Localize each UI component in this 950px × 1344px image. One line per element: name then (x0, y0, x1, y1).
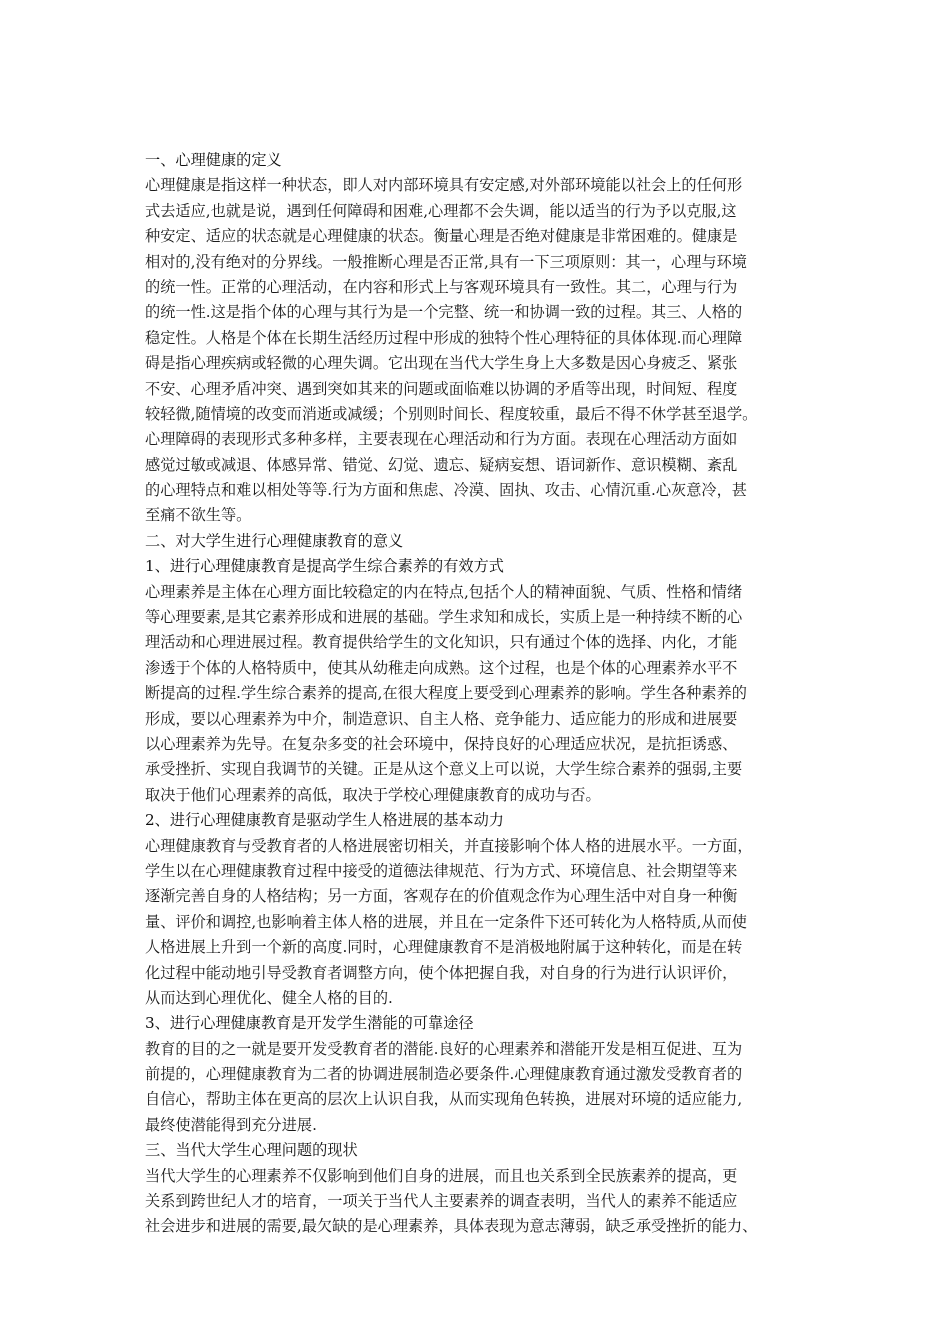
paragraph-line: 从而达到心理优化、健全人格的目的. (145, 988, 393, 1007)
paragraph-line: 人格进展上升到一个新的高度.同时，心理健康教育不是消极地附属于这种转化，而是在转 (145, 938, 743, 957)
paragraph-line: 最终使潜能得到充分进展. (145, 1115, 317, 1134)
paragraph-line: 心理健康是指这样一种状态，即人对内部环境具有安定感,对外部环境能以社会上的任何形 (145, 176, 743, 195)
paragraph-line: 化过程中能动地引导受教育者调整方向，使个体把握自我，对自身的行为进行认识评价， (145, 963, 738, 982)
paragraph-line: 自信心，帮助主体在更高的层次上认识自我，从而实现角色转换，进展对环境的适应能力, (145, 1090, 743, 1109)
paragraph-line: 感觉过敏或减退、体感异常、错觉、幻觉、遗忘、疑病妄想、语词新作、意识模糊、紊乱 (145, 455, 738, 474)
paragraph-line: 心理障碍的表现形式多种多样，主要表现在心理活动和行为方面。表现在心理活动方面如 (145, 430, 738, 449)
paragraph-line: 前提的，心理健康教育为二者的协调进展制造必要条件.心理健康教育通过激发受教育者的 (145, 1065, 743, 1084)
heading-definition: 一、心理健康的定义 (145, 151, 282, 169)
paragraph-line: 相对的,没有绝对的分界线。一般推断心理是否正常,具有一下三项原则：其一，心理与环境 (145, 252, 747, 271)
document-page (145, 148, 815, 1240)
paragraph-line: 断提高的过程.学生综合素养的提高,在很大程度上要受到心理素养的影响。学生各种素养的 (145, 684, 747, 703)
paragraph-line: 学生以在心理健康教育过程中接受的道德法律规范、行为方式、环境信息、社会期望等来 (145, 861, 738, 880)
subheading-2: 2、进行心理健康教育是驱动学生人格进展的基本动力 (145, 811, 504, 830)
paragraph-line: 理活动和心理进展过程。教育提供给学生的文化知识，只有通过个体的选择、内化，才能 (145, 633, 738, 652)
paragraph-line: 的统一性.这是指个体的心理与其行为是一个完整、统一和协调一致的过程。其三、人格的 (145, 303, 743, 322)
paragraph-line: 教育的目的之一就是要开发受教育者的潜能.良好的心理素养和潜能开发是相互促进、互为 (145, 1039, 743, 1058)
subheading-3: 3、进行心理健康教育是开发学生潜能的可靠途径 (145, 1014, 474, 1033)
paragraph-line: 至痛不欲生等。 (145, 506, 252, 525)
paragraph-line: 不安、心理矛盾冲突、遇到突如其来的问题或面临难以协调的矛盾等出现，时间短、程度 (145, 379, 738, 398)
paragraph-line: 形成，要以心理素养为中介，制造意识、自主人格、竞争能力、适应能力的形成和进展要 (145, 709, 738, 728)
paragraph-line: 心理素养是主体在心理方面比较稳定的内在特点,包括个人的精神面貌、气质、性格和情绪 (145, 582, 743, 601)
paragraph-line: 式去适应,也就是说，遇到任何障碍和困难,心理都不会失调，能以适当的行为予以克服,这 (145, 201, 737, 220)
paragraph-line: 渗透于个体的人格特质中，使其从幼稚走向成熟。这个过程，也是个体的心理素养水平不 (145, 658, 738, 677)
paragraph-line: 较轻微,随情境的改变而消逝或减缓；个别则时间长、程度较重，最后不得不休学甚至退学。 (145, 404, 758, 423)
paragraph-line: 碍是指心理疾病或轻微的心理失调。它出现在当代大学生身上大多数是因心身疲乏、紧张 (145, 354, 738, 373)
paragraph-line: 社会进步和进展的需要,最欠缺的是心理素养，具体表现为意志薄弱，缺乏承受挫折的能力、 (145, 1217, 758, 1236)
paragraph-line: 逐渐完善自身的人格结构；另一方面，客观存在的价值观念作为心理生活中对自身一种衡 (145, 887, 738, 906)
paragraph-line: 关系到跨世纪人才的培育，一项关于当代人主要素养的调查表明，当代人的素养不能适应 (145, 1192, 738, 1211)
paragraph-line: 种安定、适应的状态就是心理健康的状态。衡量心理是否绝对健康是非常困难的。健康是 (145, 227, 738, 246)
paragraph-line: 稳定性。人格是个体在长期生活经历过程中形成的独特个性心理特征的具体体现.而心理障 (145, 328, 743, 347)
paragraph-line: 等心理要素,是其它素养形成和进展的基础。学生求知和成长，实质上是一种持续不断的心 (145, 608, 743, 627)
paragraph-line: 心理健康教育与受教育者的人格进展密切相关，并直接影响个体人格的进展水平。一方面， (145, 836, 753, 855)
paragraph-line: 量、评价和调控,也影响着主体人格的进展，并且在一定条件下还可转化为人格特质,从而使 (145, 912, 747, 931)
heading-significance: 二、对大学生进行心理健康教育的意义 (145, 531, 404, 550)
heading-current-status: 三、当代大学生心理问题的现状 (145, 1141, 358, 1160)
paragraph-line: 以心理素养为先导。在复杂多变的社会环境中，保持良好的心理适应状况，是抗拒诱惑、 (145, 734, 738, 753)
paragraph-line: 的统一性。正常的心理活动，在内容和形式上与客观环境具有一致性。其二，心理与行为 (145, 277, 738, 296)
paragraph-line: 取决于他们心理素养的高低，取决于学校心理健康教育的成功与否。 (145, 785, 601, 804)
subheading-1: 1、进行心理健康教育是提高学生综合素养的有效方式 (145, 557, 504, 576)
paragraph-line: 当代大学生的心理素养不仅影响到他们自身的进展，而且也关系到全民族素养的提高，更 (145, 1166, 738, 1185)
paragraph-line: 的心理特点和难以相处等等.行为方面和焦虑、冷漠、固执、攻击、心情沉重.心灰意冷，甚 (145, 481, 747, 500)
paragraph-line: 承受挫折、实现自我调节的关键。正是从这个意义上可以说，大学生综合素养的强弱,主要 (145, 760, 743, 779)
